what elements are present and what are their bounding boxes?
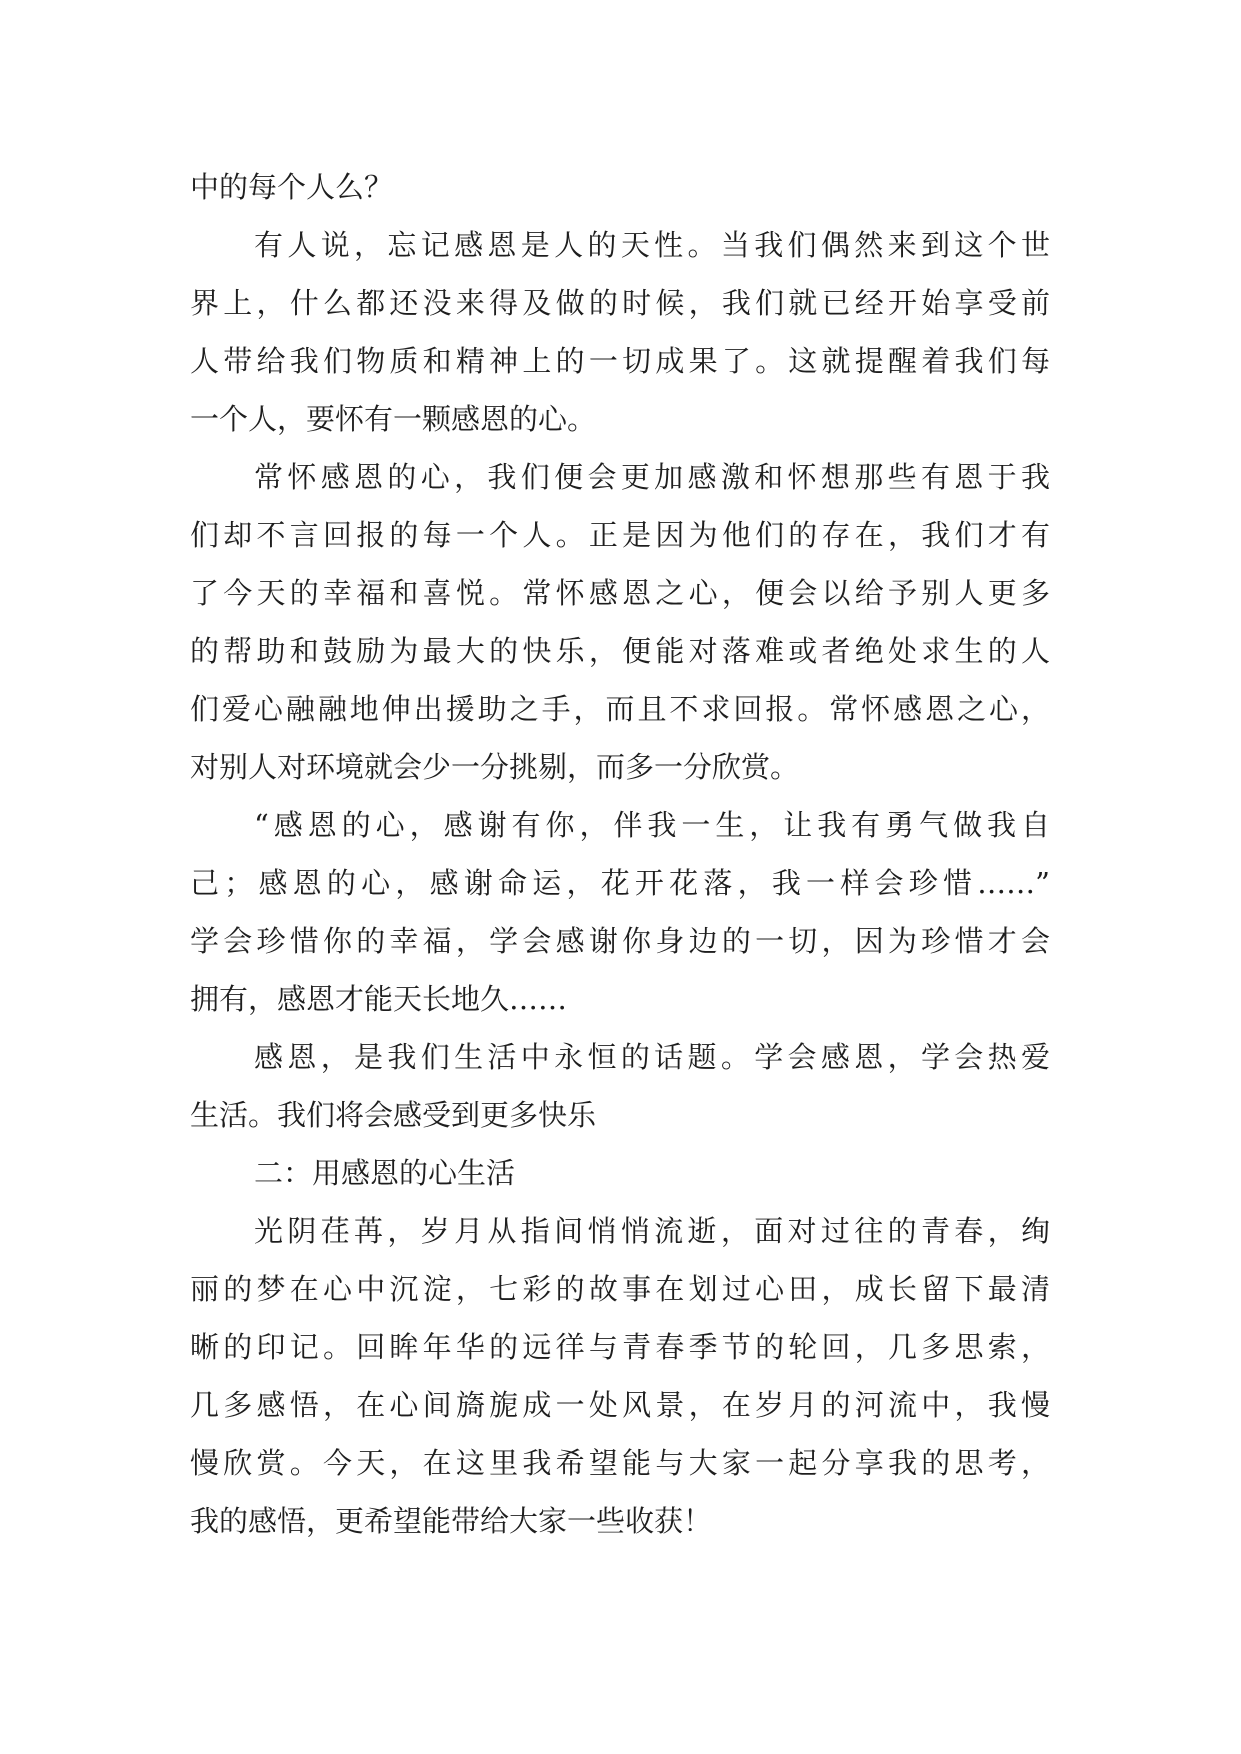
text-line: 学会珍惜你的幸福，学会感谢你身边的一切，因为珍惜才会 <box>190 924 1050 958</box>
text-line: 一个人，要怀有一颗感恩的心。 <box>190 402 597 436</box>
text-line: 常怀感恩的心，我们便会更加感激和怀想那些有恩于我 <box>254 460 1050 494</box>
text-line: 己；感恩的心，感谢命运，花开花落，我一样会珍惜……” <box>190 866 1050 900</box>
text-line: “感恩的心，感谢有你，伴我一生，让我有勇气做我自 <box>254 808 1050 842</box>
text-line: 感恩，是我们生活中永恒的话题。学会感恩，学会热爱 <box>254 1040 1050 1074</box>
text-line: 对别人对环境就会少一分挑剔，而多一分欣赏。 <box>190 750 800 784</box>
text-line: 了今天的幸福和喜悦。常怀感恩之心，便会以给予别人更多 <box>190 576 1050 610</box>
text-line: 人带给我们物质和精神上的一切成果了。这就提醒着我们每 <box>190 344 1050 378</box>
text-line: 界上，什么都还没来得及做的时候，我们就已经开始享受前 <box>190 286 1050 320</box>
body-text <box>190 158 1050 1550</box>
text-line: 晰的印记。回眸年华的远徉与青春季节的轮回，几多思索， <box>190 1330 1050 1364</box>
text-line: 丽的梦在心中沉淀，七彩的故事在划过心田，成长留下最清 <box>190 1272 1050 1306</box>
text-line: 们却不言回报的每一个人。正是因为他们的存在，我们才有 <box>190 518 1050 552</box>
text-line: 我的感悟，更希望能带给大家一些收获！ <box>190 1504 713 1538</box>
text-line: 几多感悟，在心间旖旎成一处风景，在岁月的河流中，我慢 <box>190 1388 1050 1422</box>
text-line: 光阴荏苒，岁月从指间悄悄流逝，面对过往的青春，绚 <box>254 1214 1050 1248</box>
text-line: 慢欣赏。今天，在这里我希望能与大家一起分享我的思考， <box>190 1446 1050 1480</box>
text-line: 的帮助和鼓励为最大的快乐，便能对落难或者绝处求生的人 <box>190 634 1050 668</box>
text-line: 生活。我们将会感受到更多快乐 <box>190 1098 597 1132</box>
text-line: 中的每个人么？ <box>190 170 394 204</box>
text-line: 们爱心融融地伸出援助之手，而且不求回报。常怀感恩之心， <box>190 692 1050 726</box>
text-line: 拥有，感恩才能天长地久…… <box>190 982 568 1016</box>
text-line: 二：用感恩的心生活 <box>254 1156 516 1190</box>
text-line: 有人说，忘记感恩是人的天性。当我们偶然来到这个世 <box>254 228 1050 262</box>
